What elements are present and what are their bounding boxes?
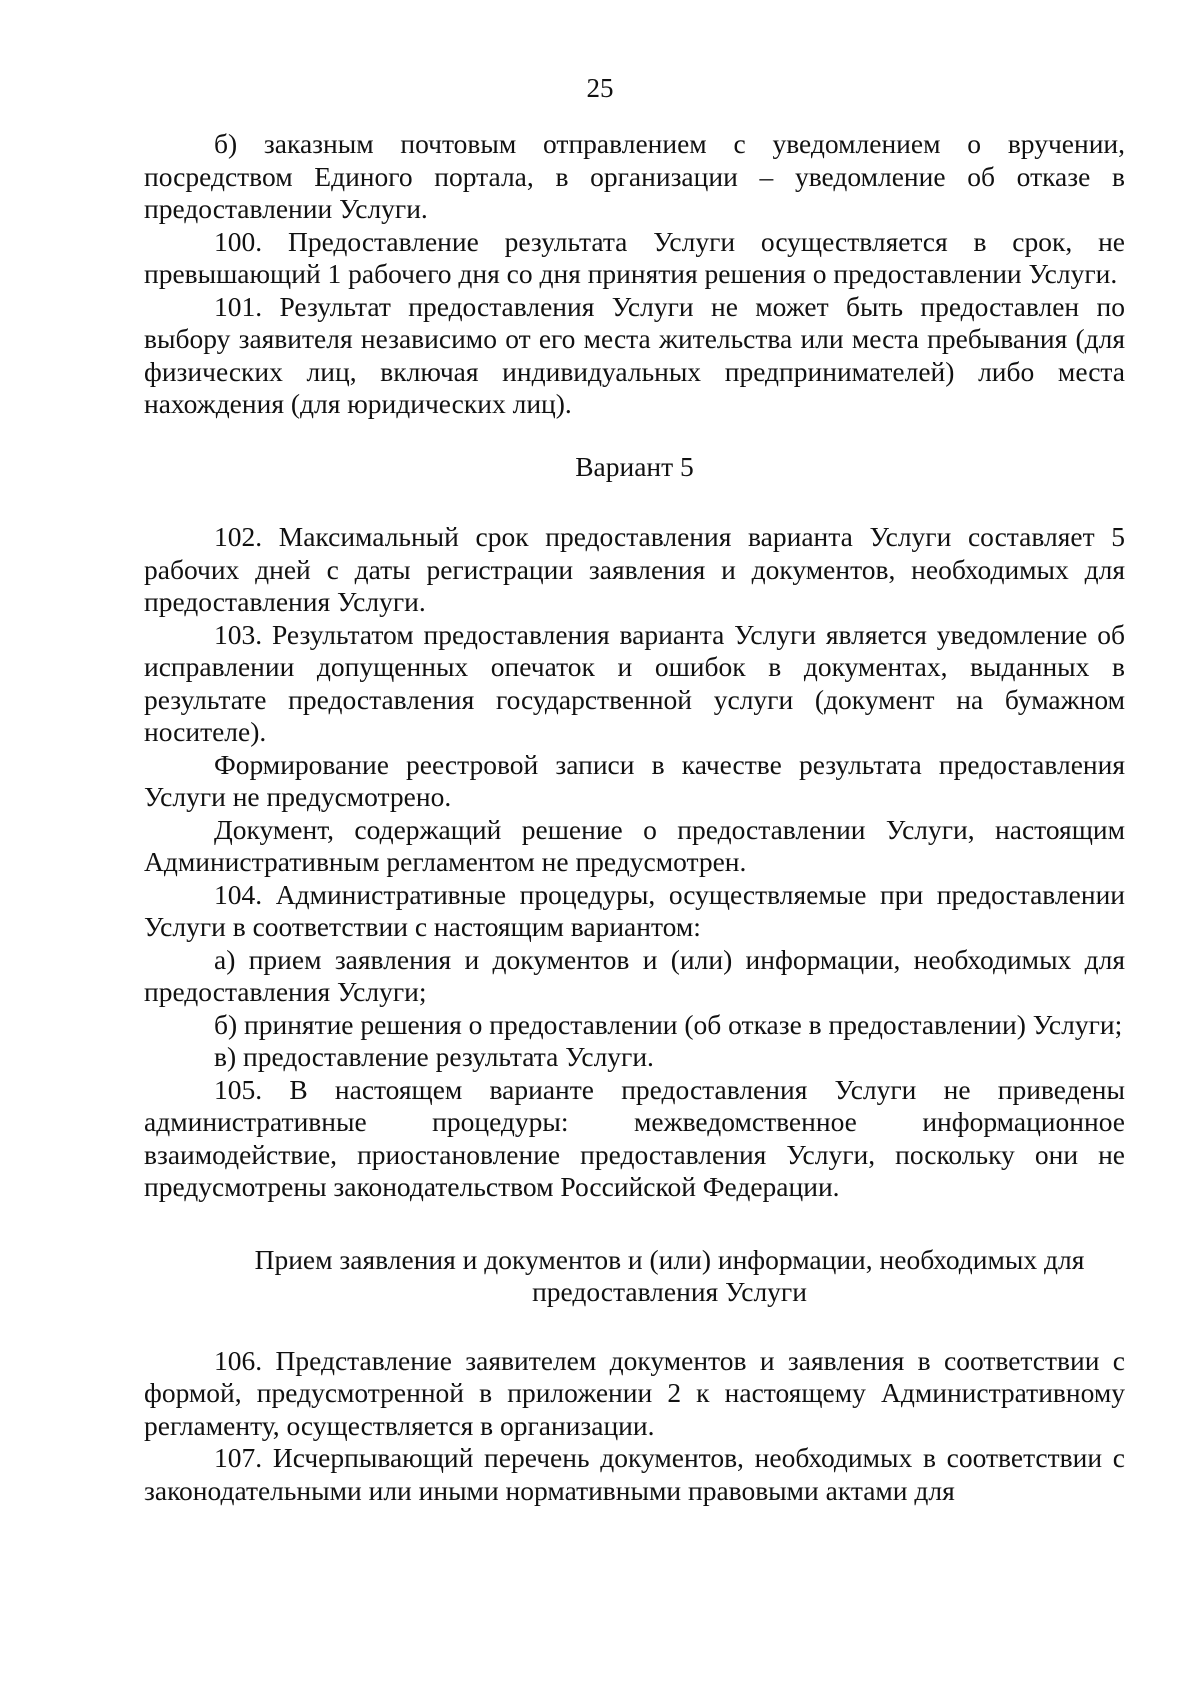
paragraph-103: 103. Результатом предоставления варианта Услуги является уведомление об исправлении допущенных опечаток и ошибок в документах, выданных в результате предоставления государственной услуги (документ на бумажном носителе).: [144, 618, 1125, 747]
list-item-a: а) прием заявления и документов и (или) информации, необходимых для предоставления Услуги;: [144, 943, 1125, 1007]
paragraph-101: 101. Результат предоставления Услуги не может быть предоставлен по выбору заявителя независимо от его места жительства или места пребывания (для физических лиц, включая индивидуальных предпринимателей) либо места нахождения (для юридических лиц).: [144, 290, 1125, 419]
paragraph-registry-record: Формирование реестровой записи в качестве результата предоставления Услуги не предусмотрено.: [144, 748, 1125, 812]
section-heading-line-2: предоставления Услуги: [532, 1276, 807, 1307]
paragraph-decision-document: Документ, содержащий решение о предоставлении Услуги, настоящим Административным регламентом не предусмотрен.: [144, 813, 1125, 877]
page-number: 25: [586, 73, 614, 103]
section-heading: [144, 1244, 1125, 1309]
list-item-v: в) предоставление результата Услуги.: [214, 1041, 654, 1072]
paragraph-106: 106. Представление заявителем документов и заявления в соответствии с формой, предусмотренной в приложении 2 к настоящему Административному регламенту, осуществляется в организации.: [144, 1344, 1125, 1441]
paragraph-105: 105. В настоящем варианте предоставления Услуги не приведены административные процедуры: межведомственное информационное взаимодействие, приостановление предоставления Услуги, поскольку они не предусмотрены законодательством Российской Федерации.: [144, 1073, 1125, 1202]
paragraph-b-notification: б) заказным почтовым отправлением с уведомлением о вручении, посредством Единого портала, в организации – уведомление об отказе в предоставлении Услуги.: [144, 128, 1125, 224]
heading-variant-5: Вариант 5: [575, 450, 694, 482]
paragraph-104: 104. Административные процедуры, осуществляемые при предоставлении Услуги в соответствии с настоящим вариантом:: [144, 878, 1125, 942]
list-item-b: б) принятие решения о предоставлении (об отказе в предоставлении) Услуги;: [214, 1008, 1123, 1040]
section-heading-line-1: Прием заявления и документов и (или) информации, необходимых для: [254, 1243, 1085, 1275]
paragraph-107: 107. Исчерпывающий перечень документов, необходимых в соответствии с законодательными или иными нормативными правовыми актами для: [144, 1442, 1125, 1506]
paragraph-102: 102. Максимальный срок предоставления варианта Услуги составляет 5 рабочих дней с даты регистрации заявления и документов, необходимых для предоставления Услуги.: [144, 521, 1125, 617]
document-body: [144, 128, 1125, 1507]
paragraph-100: 100. Предоставление результата Услуги осуществляется в срок, не превышающий 1 рабочего дня со дня принятия решения о предоставлении Услуги.: [144, 225, 1125, 289]
